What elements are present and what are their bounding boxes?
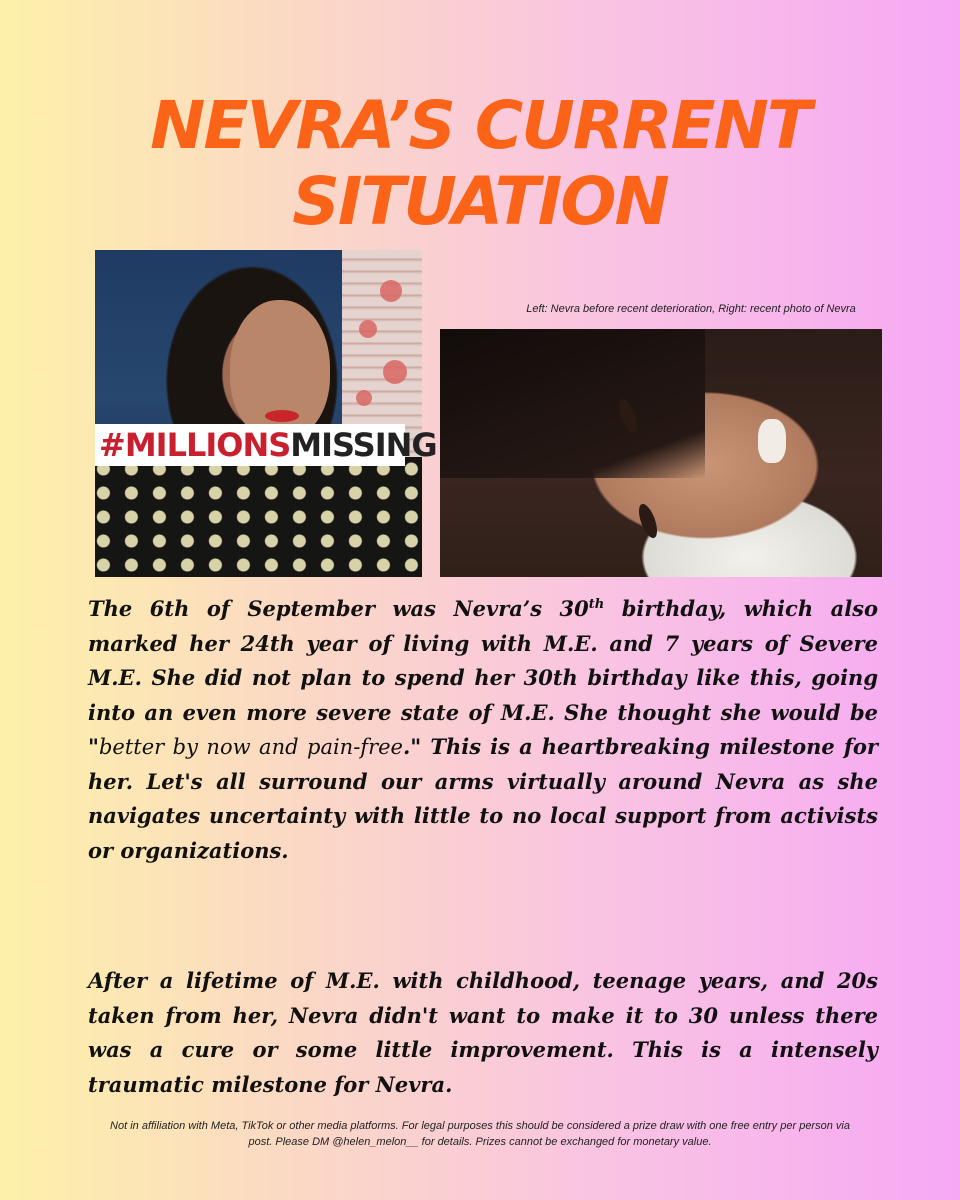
paragraph1-part-b: birthday, which also marked her 24th year of living with M.E. and 7 years of Severe M.E. She did not plan to spend her 30th birthday like this, going into an even more severe state of M.E. She thought she would be " bbox=[88, 596, 879, 759]
paragraph1-part-a: The 6th of September was Nevra’s 30 bbox=[88, 596, 589, 621]
ordinal-suffix: th bbox=[588, 597, 605, 612]
photo-caption: Left: Nevra before recent deterioration, Right: recent photo of Nevra bbox=[526, 303, 856, 315]
millions-missing-banner bbox=[95, 424, 437, 466]
photo-nevra-before bbox=[95, 250, 437, 577]
legal-disclaimer: Not in affiliation with Meta, TikTok or other media platforms. For legal purposes this should be considered a prize draw with one free entry per person via post. Please DM @helen_melon__ for details. Prizes cannot be exchanged for monetary value. bbox=[110, 1120, 850, 1148]
paragraph1-part-c: ." This is a heartbreaking milestone for her. Let's all surround our arms virtually around Nevra as she navigates uncertainty with little to no local support from activists or organizations. bbox=[88, 734, 878, 863]
eye bbox=[635, 502, 660, 541]
paragraph-birthday bbox=[88, 592, 878, 868]
page-title bbox=[0, 88, 960, 240]
title-line-1: NEVRA’S CURRENT bbox=[150, 87, 810, 164]
flower-decoration bbox=[380, 280, 402, 302]
paragraph-lifetime: After a lifetime of M.E. with childhood, teenage years, and 20s taken from her, Nevra didn't want to make it to 30 unless there was a cure or some little improvement. This is a intensely traumatic milestone for Nevra. bbox=[88, 968, 878, 1097]
title-line-2: SITUATION bbox=[292, 163, 668, 240]
hair bbox=[440, 329, 705, 478]
flower-decoration bbox=[383, 360, 407, 384]
patterned-top bbox=[95, 457, 422, 577]
flower-decoration bbox=[356, 390, 372, 406]
lips bbox=[265, 410, 299, 422]
paragraph1-quote: better by now and pain-free bbox=[98, 735, 403, 759]
banner-missing: MISSING bbox=[290, 426, 437, 464]
photo-nevra-recent bbox=[440, 329, 882, 577]
smile bbox=[758, 419, 786, 463]
banner-hashtag: #MILLIONS bbox=[99, 426, 291, 464]
flower-decoration bbox=[359, 320, 377, 338]
